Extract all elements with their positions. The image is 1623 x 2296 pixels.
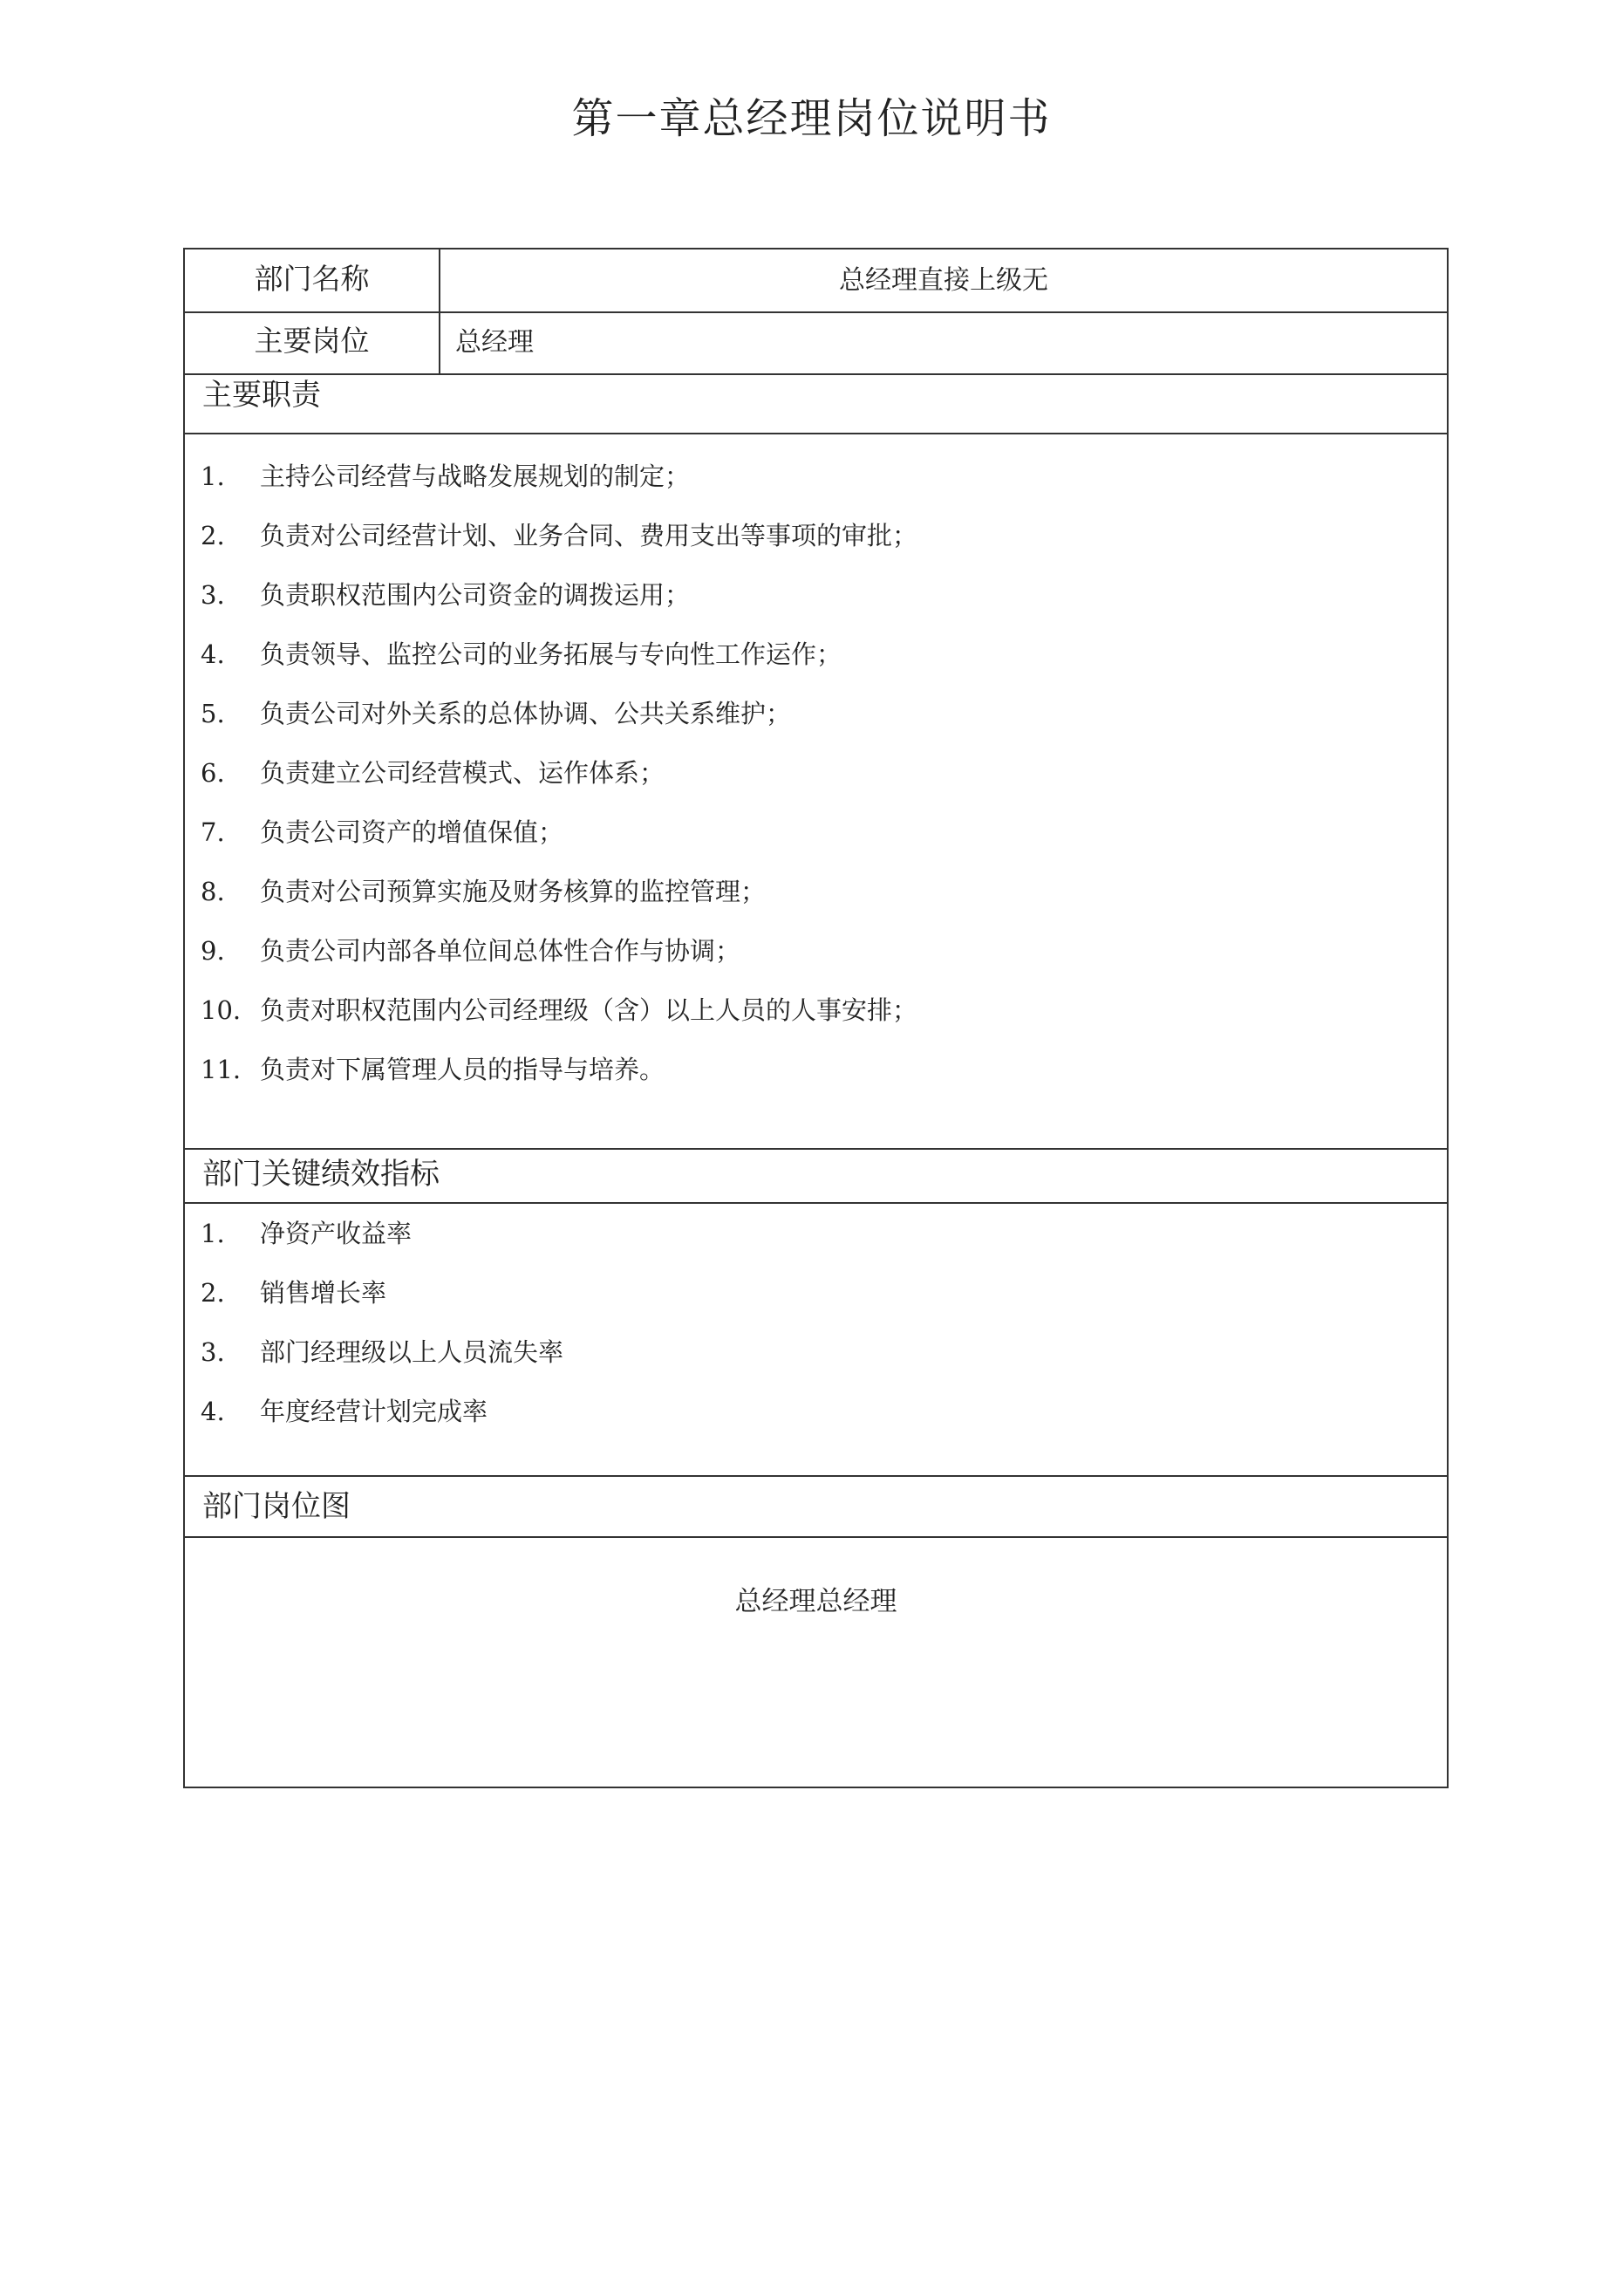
row-divider bbox=[185, 1202, 1447, 1204]
dept-name-value: 总经理直接上级无 bbox=[839, 265, 1048, 296]
list-item: 1. 净资产收益率 bbox=[201, 1219, 413, 1248]
org-chart-content: 总经理总经理 bbox=[734, 1586, 897, 1617]
dept-name-label: 部门名称 bbox=[254, 262, 370, 296]
list-item: 10. 负责对职权范围内公司经理级（含）以上人员的人事安排； bbox=[201, 995, 918, 1025]
kpi-list bbox=[201, 1216, 563, 1453]
job-description-table bbox=[183, 248, 1449, 1788]
list-item: 3. 负责职权范围内公司资金的调拨运用； bbox=[201, 580, 691, 610]
list-item: 11. 负责对下属管理人员的指导与培养。 bbox=[201, 1055, 665, 1084]
main-post-label: 主要岗位 bbox=[254, 324, 370, 358]
duties-list bbox=[201, 459, 917, 1111]
list-item: 5. 负责公司对外关系的总体协调、公共关系维护； bbox=[201, 699, 792, 728]
column-divider bbox=[439, 249, 440, 373]
list-item: 2. 负责对公司经营计划、业务合同、费用支出等事项的审批； bbox=[201, 521, 918, 550]
list-item: 2. 销售增长率 bbox=[201, 1278, 387, 1308]
row-divider bbox=[185, 311, 1447, 313]
row-divider bbox=[185, 1475, 1447, 1477]
list-item: 4. 负责领导、监控公司的业务拓展与专向性工作运作； bbox=[201, 639, 842, 669]
main-post-value: 总经理 bbox=[455, 327, 534, 358]
list-item: 8. 负责对公司预算实施及财务核算的监控管理； bbox=[201, 877, 767, 906]
row-divider bbox=[185, 433, 1447, 434]
list-item: 1. 主持公司经营与战略发展规划的制定； bbox=[201, 461, 691, 491]
kpi-heading: 部门关键绩效指标 bbox=[202, 1157, 440, 1192]
list-item: 9. 负责公司内部各单位间总体性合作与协调； bbox=[201, 936, 741, 966]
list-item: 6. 负责建立公司经营模式、运作体系； bbox=[201, 758, 665, 788]
org-chart-heading: 部门岗位图 bbox=[202, 1489, 351, 1524]
row-divider bbox=[185, 373, 1447, 375]
document-title: 第一章总经理岗位说明书 bbox=[571, 94, 1052, 143]
row-divider bbox=[185, 1536, 1447, 1538]
list-item: 4. 年度经营计划完成率 bbox=[201, 1397, 488, 1426]
row-divider bbox=[185, 1148, 1447, 1150]
list-item: 7. 负责公司资产的增值保值； bbox=[201, 817, 564, 847]
list-item: 3. 部门经理级以上人员流失率 bbox=[201, 1337, 564, 1367]
duties-heading: 主要职责 bbox=[202, 378, 321, 413]
